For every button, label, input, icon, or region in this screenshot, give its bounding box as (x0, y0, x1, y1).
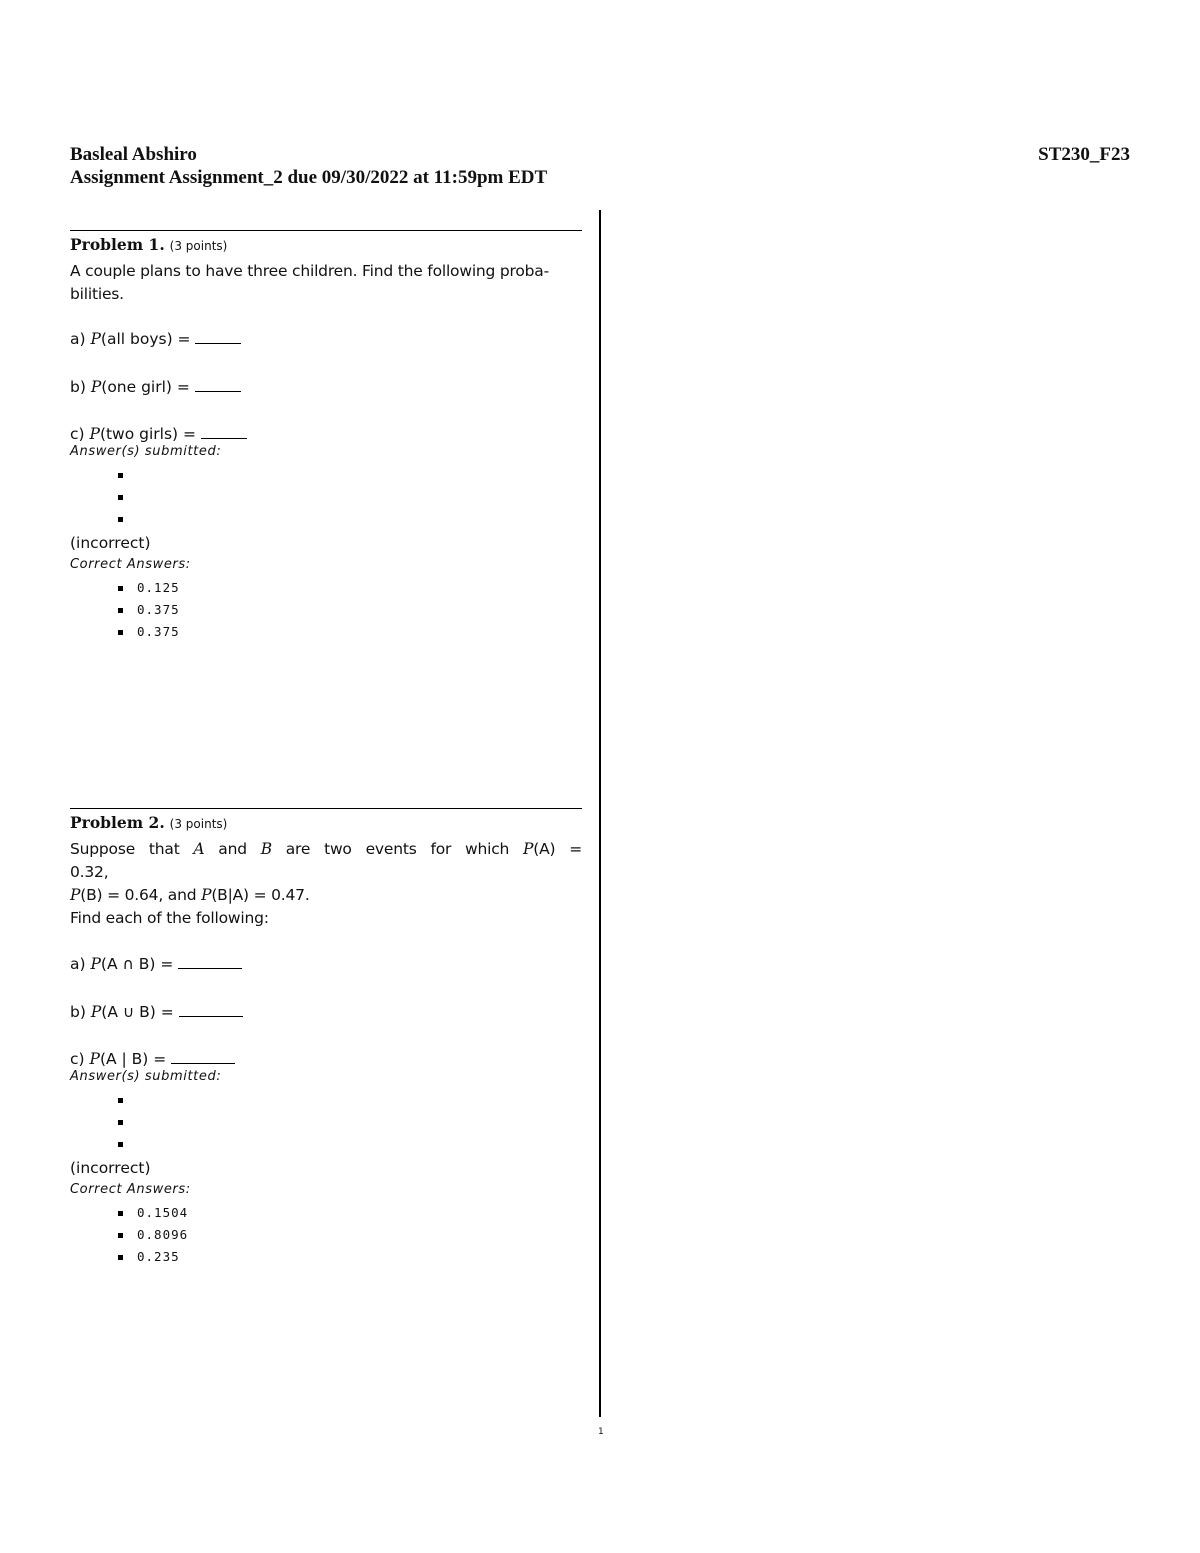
bullet-icon (118, 1120, 123, 1125)
equals-sign: = (171, 378, 195, 396)
list-item (70, 1111, 582, 1133)
answer-blank[interactable] (178, 956, 242, 969)
list-item (70, 621, 582, 643)
statement-line: bilities. (70, 285, 124, 303)
correct-answers-list (70, 577, 582, 643)
correct-answer: 0.375 (137, 624, 180, 639)
statement-line: A couple plans to have three children. Find the following proba- (70, 262, 549, 280)
bullet-icon (118, 1211, 123, 1216)
equals-sign: = (148, 1050, 172, 1068)
submitted-label: Answer(s) submitted: (70, 1069, 222, 1084)
problem-divider (70, 808, 582, 809)
math-symbol: P (90, 1003, 102, 1021)
problem-title: Problem 1. (70, 235, 165, 254)
page-number: 1 (598, 1427, 604, 1437)
problem-points: (3 points) (169, 817, 228, 831)
equals-sign: = (155, 955, 179, 973)
part-label: c) (70, 425, 90, 443)
problem-statement (70, 838, 582, 930)
answer-blank[interactable] (201, 426, 247, 439)
bullet-icon (118, 1233, 123, 1238)
bullet-icon (118, 1142, 123, 1147)
bullet-icon (118, 630, 123, 635)
list-item (70, 577, 582, 599)
answer-blank[interactable] (195, 379, 241, 392)
page-header (70, 143, 547, 189)
part-expression: (all boys) (100, 330, 173, 348)
list-item (70, 1246, 582, 1268)
question-part-b (70, 377, 582, 397)
answer-blank[interactable] (195, 331, 241, 344)
problem-heading (70, 235, 582, 256)
correct-answers-label: Correct Answers: (70, 1182, 191, 1197)
part-label: a) (70, 330, 91, 348)
bullet-icon (118, 517, 123, 522)
math-symbol: P (90, 378, 102, 396)
list-item (70, 599, 582, 621)
list-item (70, 1089, 582, 1111)
statement-line: Suppose that A and B are two events for which P(A) = 0.32, (70, 840, 583, 881)
submitted-label: Answer(s) submitted: (70, 444, 222, 459)
part-expression: (A ∩ B) (100, 955, 156, 973)
correct-answer: 0.8096 (137, 1227, 189, 1242)
column-divider (599, 210, 601, 1417)
correct-answers-label: Correct Answers: (70, 557, 191, 572)
part-label: a) (70, 955, 91, 973)
bullet-icon (118, 1255, 123, 1260)
list-item (70, 1202, 582, 1224)
math-symbol: P (90, 955, 101, 973)
part-expression: (A | B) (99, 1050, 149, 1068)
part-label: b) (70, 1003, 91, 1021)
bullet-icon (118, 473, 123, 478)
status-text: (incorrect) (70, 1159, 151, 1177)
assignment-title: Assignment Assignment_2 due 09/30/2022 at 11:59pm EDT (70, 167, 548, 188)
list-item (70, 508, 582, 530)
answer-blank[interactable] (171, 1051, 235, 1064)
status-text: (incorrect) (70, 534, 151, 552)
problem-title: Problem 2. (70, 813, 165, 832)
statement-line: P(B) = 0.64, and P(B|A) = 0.47. (70, 886, 310, 904)
correct-answer: 0.235 (137, 1249, 180, 1264)
part-expression: (one girl) (101, 378, 172, 396)
problem-2 (70, 808, 582, 1268)
bullet-icon (118, 495, 123, 500)
student-name: Basleal Abshiro (70, 144, 197, 165)
problem-divider (70, 230, 582, 231)
correct-answer: 0.1504 (137, 1205, 189, 1220)
question-part-a (70, 329, 582, 349)
equals-sign: = (155, 1003, 179, 1021)
part-expression: (two girls) (99, 425, 179, 443)
problem-heading (70, 813, 582, 834)
correct-answer: 0.125 (137, 580, 180, 595)
correct-answer: 0.375 (137, 602, 180, 617)
part-expression: (A ∪ B) (101, 1003, 156, 1021)
problem-points: (3 points) (169, 239, 228, 253)
statement-line: Find each of the following: (70, 909, 269, 927)
bullet-icon (118, 608, 123, 613)
list-item (70, 464, 582, 486)
question-part-c (70, 424, 582, 444)
problem-1 (70, 230, 582, 643)
submitted-list (70, 464, 582, 530)
bullet-icon (118, 586, 123, 591)
equals-sign: = (172, 330, 196, 348)
list-item (70, 1133, 582, 1155)
part-label: b) (70, 378, 91, 396)
list-item (70, 486, 582, 508)
course-code: ST230_F23 (1038, 144, 1130, 165)
part-label: c) (70, 1050, 90, 1068)
math-symbol: P (89, 1050, 100, 1068)
question-part-a (70, 954, 582, 974)
correct-answers-list (70, 1202, 582, 1268)
math-symbol: P (90, 330, 101, 348)
math-symbol: P (89, 425, 100, 443)
problem-statement (70, 260, 582, 306)
question-part-c (70, 1049, 582, 1069)
equals-sign: = (178, 425, 201, 443)
question-part-b (70, 1002, 582, 1022)
answer-blank[interactable] (179, 1004, 243, 1017)
list-item (70, 1224, 582, 1246)
bullet-icon (118, 1098, 123, 1103)
submitted-list (70, 1089, 582, 1155)
course-code-block (1038, 143, 1130, 166)
